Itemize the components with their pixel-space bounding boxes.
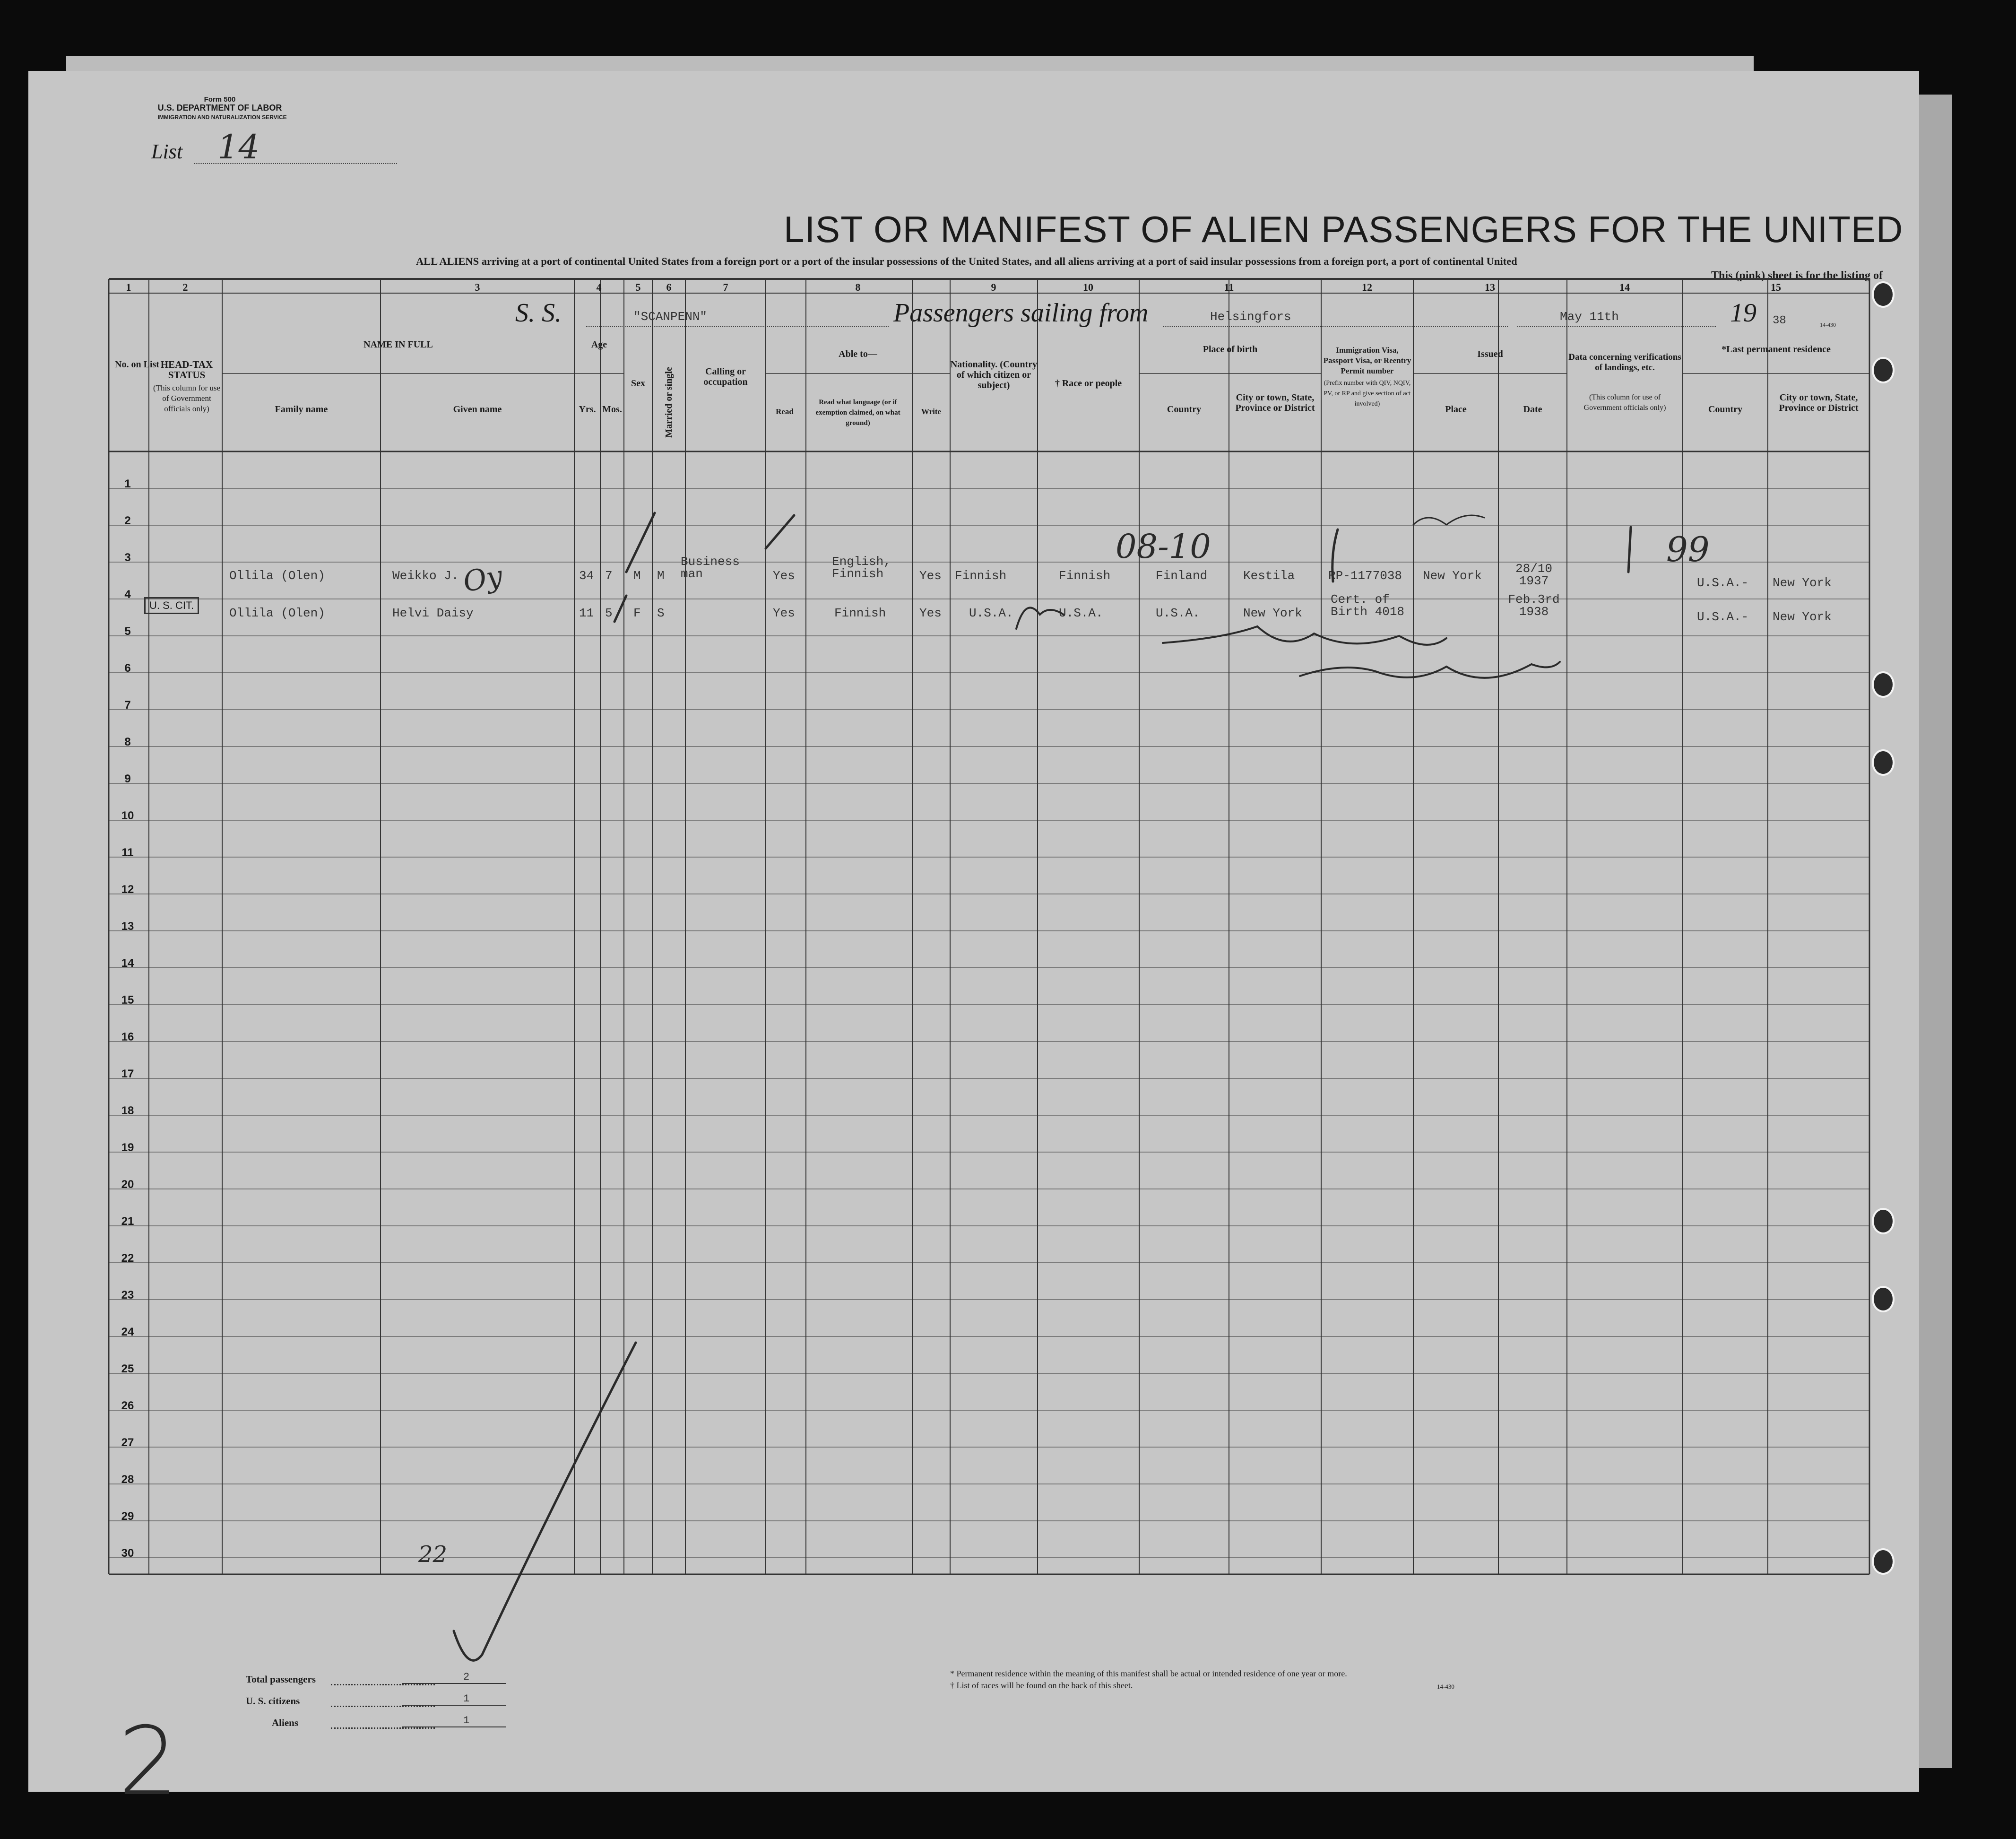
total-dots — [331, 1684, 435, 1685]
header-visa: Immigration Visa, Passport Visa, or Reentry Permit number — [1323, 346, 1411, 375]
row-number: 15 — [121, 994, 134, 1006]
header-issued-place: Place — [1445, 404, 1467, 415]
header-head-tax-note: (This column for use of Government officials only) — [153, 383, 221, 413]
us-citizens-value: 1 — [463, 1693, 470, 1705]
row-number: 20 — [121, 1178, 134, 1191]
header-yrs: Yrs. — [579, 404, 596, 415]
footnote-races: † List of races will be found on the back of this sheet. — [950, 1681, 1133, 1690]
age-mos-1: 7 — [605, 569, 613, 583]
sex-2: F — [633, 606, 641, 620]
row-number: 13 — [121, 920, 134, 933]
row-number: 9 — [124, 772, 131, 785]
family-name-1: Ollila (Olen) — [229, 569, 325, 583]
header-verifications: Data concerning verifications of landings, etc. — [1568, 352, 1681, 373]
header-given-name: Given name — [453, 404, 502, 415]
row-number: 17 — [121, 1067, 134, 1080]
row-number: 25 — [121, 1362, 134, 1375]
port-name: Helsingfors — [1210, 310, 1291, 324]
header-able-to: Able to— — [839, 349, 877, 359]
row-number: 5 — [124, 625, 131, 638]
footnote-residence: * Permanent residence within the meaning of this manifest shall be actual or intended residence of one year or more. — [950, 1669, 1347, 1678]
header-place-of-birth: Place of birth — [1203, 344, 1258, 355]
list-value: 14 — [217, 128, 260, 166]
race-2: U.S.A. — [1059, 606, 1103, 620]
row-number: 16 — [121, 1031, 134, 1043]
department: U.S. DEPARTMENT OF LABOR — [157, 103, 282, 113]
header-sex: Sex — [631, 378, 645, 389]
aliens-underline — [402, 1726, 506, 1727]
row-number: 11 — [121, 846, 134, 859]
row-number: 29 — [121, 1510, 134, 1523]
header-head-tax: HEAD-TAX STATUS — [160, 359, 213, 381]
page-title: LIST OR MANIFEST OF ALIEN PASSENGERS FOR THE UNITED — [784, 208, 1904, 250]
issued-date-2: Feb.3rd 1938 — [1508, 592, 1560, 619]
sailing-date: May 11th — [1560, 310, 1619, 324]
column-number: 14 — [1619, 281, 1630, 293]
check-mark-age — [626, 513, 655, 572]
column-number: 3 — [475, 281, 480, 293]
race-1: Finnish — [1059, 569, 1111, 583]
row-number: 8 — [124, 736, 131, 748]
us-cit-stamp: U. S. CIT. — [144, 597, 199, 614]
column-number: 4 — [596, 281, 602, 293]
language-1: English, Finnish — [832, 555, 891, 581]
header-verifications-note: (This column for use of Government officials only) — [1583, 393, 1666, 412]
column-number: 12 — [1362, 281, 1372, 293]
row-number: 2 — [124, 514, 131, 527]
age-yrs-2: 11 — [579, 606, 594, 620]
row-number: 4 — [124, 588, 131, 601]
write-2: Yes — [919, 606, 942, 620]
total-underline — [402, 1683, 506, 1684]
column-number: 1 — [126, 281, 131, 293]
check-mark-visa — [1332, 529, 1338, 581]
header-read: Read — [776, 407, 794, 416]
family-name-2: Ollila (Olen) — [229, 606, 325, 620]
column-number: 5 — [635, 281, 641, 293]
read-2: Yes — [773, 606, 795, 620]
ss-label: S. S. — [515, 298, 562, 328]
married-2: S — [657, 606, 665, 620]
birth-city-1: Kestila — [1243, 569, 1295, 583]
age-yrs-1: 34 — [579, 569, 594, 583]
form-number: Form 500 — [204, 95, 236, 104]
handwritten-code-1: 08-10 — [1116, 527, 1211, 566]
header-name-in-full: NAME IN FULL — [363, 339, 433, 350]
row-number: 24 — [121, 1326, 134, 1338]
print-code: 14-430 — [1820, 321, 1836, 328]
issued-date-1: 28/10 1937 — [1515, 562, 1552, 588]
header-family-name: Family name — [275, 404, 328, 415]
row-number: 30 — [121, 1547, 134, 1560]
header-write: Write — [921, 407, 942, 416]
married-1: M — [657, 569, 665, 583]
handwritten-tally: 22 — [418, 1541, 448, 1568]
check-mark-read — [766, 515, 794, 548]
row-number: 26 — [121, 1399, 134, 1412]
check-mark-age-2 — [614, 596, 626, 622]
binder-hole — [1872, 749, 1895, 776]
header-mos: Mos. — [602, 404, 622, 415]
binder-hole — [1872, 357, 1895, 383]
header-married: Married or single — [664, 367, 674, 438]
language-2: Finnish — [834, 606, 886, 620]
list-label: List — [151, 140, 183, 163]
write-1: Yes — [919, 569, 942, 583]
header-read-language: Read what language (or if exemption claimed, on what ground) — [815, 399, 900, 427]
column-number: 7 — [723, 281, 728, 293]
header-issued-date: Date — [1523, 404, 1542, 415]
column-number: 8 — [855, 281, 861, 293]
check-mark-verif — [1628, 527, 1631, 572]
handwritten-visa-mark — [1413, 515, 1484, 525]
service: IMMIGRATION AND NATURALIZATION SERVICE — [157, 114, 287, 121]
binder-hole — [1872, 1548, 1895, 1575]
read-1: Yes — [773, 569, 795, 583]
row-number: 28 — [121, 1473, 134, 1486]
handwritten-code-2: 99 — [1666, 529, 1710, 569]
header-birth-city: City or town, State, Province or District — [1235, 392, 1315, 413]
handwritten-note: Oy — [460, 559, 505, 599]
year-prefix: 19 — [1730, 298, 1756, 328]
row-number: 27 — [121, 1436, 134, 1449]
header-age: Age — [591, 339, 607, 350]
age-mos-2: 5 — [605, 606, 613, 620]
res-country-1: U.S.A.- — [1697, 576, 1749, 590]
citizens-dots — [331, 1706, 435, 1707]
column-number: 6 — [666, 281, 672, 293]
res-city-1: New York — [1773, 576, 1832, 590]
column-number: 9 — [991, 281, 996, 293]
header-calling: Calling or occupation — [703, 366, 748, 387]
aliens-value: 1 — [463, 1715, 470, 1726]
header-res-country: Country — [1708, 404, 1743, 415]
header-issued: Issued — [1477, 349, 1503, 359]
birth-country-2: U.S.A. — [1156, 606, 1200, 620]
column-number: 13 — [1485, 281, 1495, 293]
row-number: 3 — [124, 551, 131, 564]
sex-1: M — [633, 569, 641, 583]
handwritten-marks — [28, 71, 1919, 1792]
header-nationality: Nationality. (Country of which citizen or subject) — [950, 359, 1038, 390]
row-number: 18 — [121, 1104, 134, 1117]
citizens-underline — [402, 1705, 506, 1706]
row-number: 21 — [121, 1215, 134, 1228]
aliens-dots — [331, 1727, 435, 1729]
row-number: 6 — [124, 662, 131, 675]
nationality-2: U.S.A. — [969, 606, 1013, 620]
footer-code: 14-430 — [1437, 1683, 1454, 1690]
binder-hole — [1872, 671, 1895, 698]
column-number: 10 — [1083, 281, 1093, 293]
calling-1: Business man — [681, 555, 740, 581]
aliens-label: Aliens — [272, 1717, 299, 1728]
year-suffix: 38 — [1773, 314, 1786, 327]
row-number: 14 — [121, 957, 134, 970]
subtitle: ALL ALIENS arriving at a port of continental United States from a foreign port or a port of the insular possessions of the United States, and all aliens arriving at a port of said insular possessions from a foreign port, a port of continental United — [416, 255, 1517, 267]
header-no-on-list: No. on List — [115, 359, 159, 370]
given-name-2: Helvi Daisy — [392, 606, 474, 620]
signature-line-1 — [1163, 626, 1446, 645]
total-passengers-label: Total passengers — [246, 1674, 316, 1685]
header-race: † Race or people — [1055, 378, 1122, 389]
total-passengers-value: 2 — [463, 1671, 470, 1683]
res-city-2: New York — [1773, 610, 1832, 624]
birth-city-2: New York — [1243, 606, 1302, 620]
visa-1: RP-1177038 — [1328, 569, 1402, 583]
issued-place-1: New York — [1423, 569, 1482, 583]
header-res-city: City or town, State, Province or District — [1779, 392, 1859, 413]
us-citizens-label: U. S. citizens — [246, 1695, 300, 1707]
signature-line-2 — [1300, 662, 1560, 678]
birth-country-1: Finland — [1156, 569, 1208, 583]
header-visa-note: (Prefix number with QIV, NQIV, PV, or RP and give section of act involved) — [1324, 380, 1411, 408]
column-number: 2 — [182, 281, 188, 293]
pink-note: This (pink) sheet is for the listing of — [1711, 269, 1883, 282]
nationality-1: Finnish — [955, 569, 1007, 583]
row-number: 10 — [121, 809, 134, 822]
row-number: 23 — [121, 1289, 134, 1301]
ship-name: "SCANPENN" — [633, 310, 708, 324]
handwritten-page-number: 2 — [118, 1707, 179, 1817]
visa-2: Cert. of Birth 4018 — [1331, 592, 1405, 619]
check-mark-large — [454, 1343, 636, 1660]
handwritten-born — [1016, 607, 1064, 629]
res-country-2: U.S.A.- — [1697, 610, 1749, 624]
sailing-label: Passengers sailing from — [893, 298, 1149, 328]
header-last-residence: *Last permanent residence — [1722, 344, 1831, 355]
row-number: 7 — [124, 699, 131, 711]
row-number: 12 — [121, 883, 134, 896]
row-number: 22 — [121, 1252, 134, 1265]
header-birth-country: Country — [1167, 404, 1202, 415]
given-name-1: Weikko J. — [392, 569, 459, 583]
row-number: 1 — [124, 477, 131, 490]
binder-hole — [1872, 1286, 1895, 1312]
manifest-sheet — [28, 71, 1919, 1817]
column-number: 11 — [1224, 281, 1234, 293]
binder-hole — [1872, 1208, 1895, 1234]
column-number: 15 — [1771, 281, 1781, 293]
binder-hole — [1872, 281, 1895, 308]
row-number: 19 — [121, 1141, 134, 1154]
